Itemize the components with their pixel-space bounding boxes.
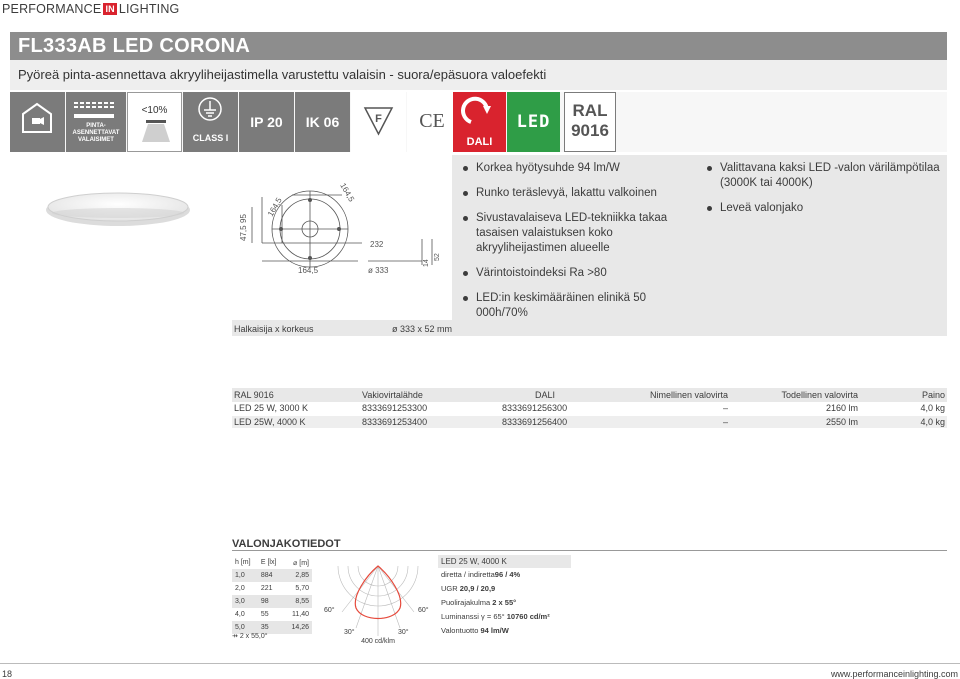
col-header: Paino xyxy=(860,388,947,402)
dim-164-5-b: 164,5 xyxy=(298,266,319,275)
class-one-icon xyxy=(183,92,238,152)
table-cell: – xyxy=(590,402,730,415)
col-header: Nimellinen valovirta xyxy=(590,388,730,402)
table-cell: 5,70 xyxy=(295,585,309,592)
ik-rating-text: IK 06 xyxy=(305,114,340,130)
dali-label: DALI xyxy=(466,136,493,148)
angle-60-left: 60° xyxy=(324,607,335,614)
product-table xyxy=(232,388,947,429)
spec-header: LED 25 W, 4000 K xyxy=(438,555,571,568)
angle-30-left: 30° xyxy=(344,629,355,636)
page-title: FL333AB LED CORONA xyxy=(18,35,251,57)
table-cell: 2550 lm xyxy=(730,415,860,428)
feature-item: Leveä valonjako xyxy=(706,201,941,216)
downlight-icon xyxy=(128,116,183,146)
table-cell: 2,0 xyxy=(235,585,245,592)
glare-percent-icon xyxy=(127,92,182,152)
col-header: Todellinen valovirta xyxy=(730,388,860,402)
table-row xyxy=(232,415,947,428)
table-row xyxy=(232,608,312,621)
spec-value: 96 / 4% xyxy=(494,570,521,579)
angle-60-right: 60° xyxy=(418,607,429,614)
class-label: CLASS I xyxy=(192,133,229,143)
table-row xyxy=(232,402,947,415)
page-number: 18 xyxy=(2,669,13,679)
dali-icon xyxy=(453,92,506,152)
mount-type-icon xyxy=(66,92,126,152)
table-cell: 2,85 xyxy=(284,569,312,582)
spec-value: 10760 cd/m² xyxy=(506,612,550,621)
table-row xyxy=(232,556,312,569)
spec-value: 20,9 / 20,9 xyxy=(459,584,496,593)
feature-panel xyxy=(232,155,947,335)
dim-47-5: 47,5 xyxy=(239,225,248,241)
polar-unit: 400 cd/klm xyxy=(361,638,395,645)
luminaire-image xyxy=(10,155,228,335)
f-triangle-icon xyxy=(351,92,406,152)
table-cell: 221 xyxy=(260,585,273,592)
certification-icon-row xyxy=(10,92,947,152)
table-cell: 2160 lm xyxy=(730,402,860,415)
ce-mark-icon xyxy=(407,92,457,152)
table-cell: 8333691256300 xyxy=(500,402,590,415)
dim-333: ø 333 xyxy=(368,266,389,275)
lux-header xyxy=(284,556,312,569)
spec-label: Luminanssi γ = 65° xyxy=(441,612,505,621)
table-cell: 4,0 kg xyxy=(860,402,947,415)
beam-diameter-icon: ⌀ xyxy=(293,559,298,567)
dimensions-value: ø 333 x 52 mm xyxy=(392,324,453,334)
ip-rating-icon xyxy=(239,92,294,152)
spec-value: 94 lm/W xyxy=(480,626,509,635)
polar-curve xyxy=(322,556,434,646)
angle-30-right: 30° xyxy=(398,629,409,636)
dim-95: 95 xyxy=(239,214,248,223)
feature-item: Sivustavalaiseva LED-tekniikka takaa tasaisen valaistuksen koko akryyliheijastimen alueelle xyxy=(462,211,697,256)
f-mark-icon xyxy=(351,92,406,152)
illuminance-table xyxy=(232,556,312,634)
table-cell: 3,0 xyxy=(232,595,258,608)
table-cell: 55 xyxy=(260,611,269,618)
section-divider xyxy=(232,550,947,551)
table-cell: 884 xyxy=(258,569,284,582)
table-row xyxy=(232,582,312,595)
ik-rating-icon xyxy=(295,92,350,152)
table-cell: 8333691253400 xyxy=(360,415,500,428)
table-cell: 4,0 xyxy=(235,611,245,618)
brand-left: PERFORMANCE xyxy=(2,2,102,16)
dali-arrow-icon xyxy=(453,92,506,132)
table-row xyxy=(232,569,312,582)
feature-list-right xyxy=(706,161,941,226)
table-cell: 11,40 xyxy=(292,611,309,618)
lux-header: E [lx] xyxy=(260,559,277,566)
spec-label: UGR xyxy=(441,584,458,593)
ce-mark-text: CE xyxy=(419,110,445,132)
dimensions-label: Halkaisija x korkeus xyxy=(234,324,314,334)
ip-rating-text: IP 20 xyxy=(250,114,283,130)
table-cell: LED 25 W, 3000 K xyxy=(232,402,360,415)
led-icon xyxy=(507,92,560,152)
col-header: RAL 9016 xyxy=(232,388,360,402)
dim-14: 14 xyxy=(423,259,430,267)
feature-item: LED:in keskimääräinen elinikä 50 000h/70% xyxy=(462,291,697,321)
beam-arrow-icon: ⇸ xyxy=(232,633,238,640)
glare-percent-text: <10% xyxy=(141,105,168,116)
feature-item: Valittavana kaksi LED -valon värilämpötilaa (3000K tai 4000K) xyxy=(706,161,941,191)
spec-row xyxy=(438,582,571,596)
brand-logo xyxy=(2,2,179,16)
ral-top-text: RAL xyxy=(572,101,608,120)
main-info-area xyxy=(10,155,947,335)
table-cell: LED 25W, 4000 K xyxy=(232,415,360,428)
table-cell: 98 xyxy=(258,595,284,608)
table-cell: – xyxy=(590,415,730,428)
polar-diagram xyxy=(322,556,434,646)
spec-label: Valontuotto xyxy=(441,626,479,635)
lux-header: h [m] xyxy=(235,559,251,566)
footer-divider xyxy=(0,663,960,664)
ral-color-icon xyxy=(564,92,616,152)
table-cell: 8333691253300 xyxy=(360,402,500,415)
lux-header-text: [m] xyxy=(299,559,309,567)
dimensions-bar xyxy=(232,320,947,336)
light-section-title: VALONJAKOTIEDOT xyxy=(232,538,341,550)
led-label: LED xyxy=(516,112,551,132)
technical-drawing xyxy=(232,155,452,335)
dim-164-5-a: 164,5 xyxy=(265,196,284,218)
spec-label: Puolirajakulma xyxy=(441,598,491,607)
spec-row xyxy=(438,596,571,610)
dim-164-5-c: 164,5 xyxy=(338,181,357,204)
feature-item: Runko teräslevyä, lakattu valkoinen xyxy=(462,186,697,201)
earth-ground-icon xyxy=(183,92,238,128)
f-mark-text: F xyxy=(375,113,382,125)
spec-row xyxy=(438,610,571,624)
table-cell: 8,55 xyxy=(284,595,312,608)
beam-angle-note xyxy=(232,632,268,640)
photometric-spec xyxy=(438,555,571,638)
table-row xyxy=(232,595,312,608)
brand-right: LIGHTING xyxy=(118,2,180,16)
spec-value: 2 x 55° xyxy=(492,598,517,607)
spec-label: diretta / indiretta xyxy=(441,570,495,579)
surface-mount-icon xyxy=(10,92,65,152)
col-header: DALI xyxy=(500,388,590,402)
dimension-drawing xyxy=(232,155,452,335)
brand-in: IN xyxy=(105,4,115,14)
table-cell: 1,0 xyxy=(232,569,258,582)
footer-url[interactable]: www.performanceinlighting.com xyxy=(830,669,958,679)
beam-angle-text: 2 x 55,0° xyxy=(239,633,268,640)
table-cell: 35 xyxy=(258,621,284,634)
feature-list-left xyxy=(462,161,697,331)
house-mount-icon xyxy=(10,92,65,152)
col-header: Vakiovirtalähde xyxy=(360,388,500,402)
table-cell: 14,26 xyxy=(284,621,312,634)
table-cell: 5,0 xyxy=(232,621,258,634)
feature-item: Värintoistoindeksi Ra >80 xyxy=(462,266,697,281)
ral-bottom-text: 9016 xyxy=(571,121,609,140)
page-subtitle: Pyöreä pinta-asennettava akryyliheijastimella varustettu valaisin - suora/epäsuora valoefekti xyxy=(10,60,947,90)
feature-item: Korkea hyötysuhde 94 lm/W xyxy=(462,161,697,176)
dim-52: 52 xyxy=(434,253,441,261)
product-photo xyxy=(10,155,228,335)
title-bar xyxy=(10,32,947,60)
dim-232: 232 xyxy=(370,240,384,249)
table-cell: 8333691256400 xyxy=(500,415,590,428)
mount-type-label: PINTA-ASENNETTAVAT VALAISIMET xyxy=(72,123,120,143)
table-cell: 4,0 kg xyxy=(860,415,947,428)
spec-row xyxy=(438,624,571,638)
spec-row xyxy=(438,568,571,582)
